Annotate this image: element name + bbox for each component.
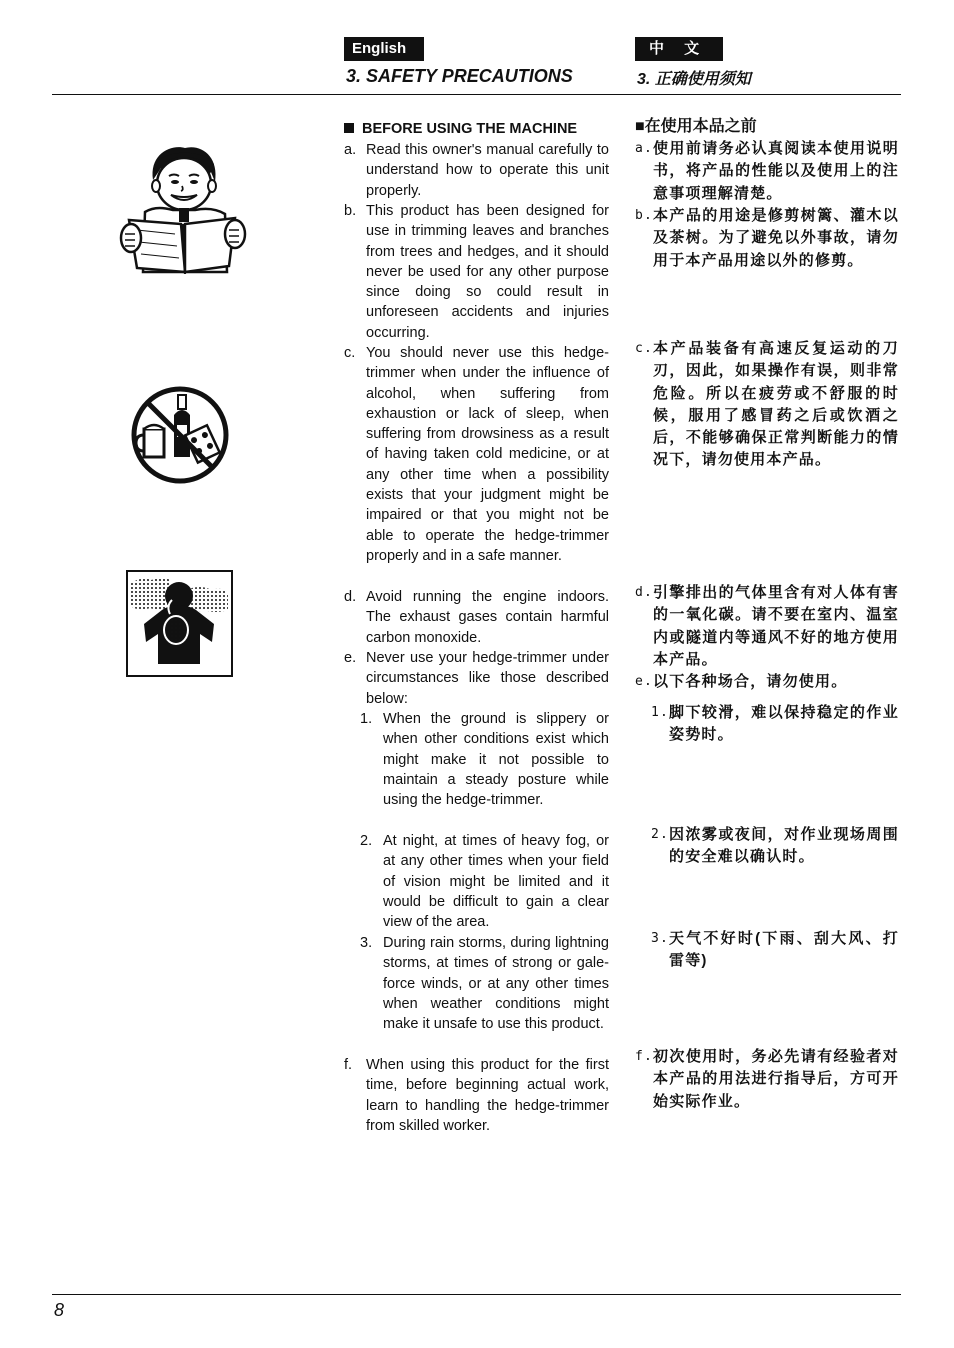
item-text: Avoid running the engine indoors. The exhaust gases contain harmful carbon monoxide. bbox=[366, 589, 609, 646]
sub-list-item bbox=[360, 831, 609, 932]
list-item bbox=[635, 1046, 899, 1113]
sub-item-label: 1. bbox=[360, 711, 373, 727]
list-item bbox=[344, 648, 609, 709]
sub-item-text: 天气不好时(下雨、刮大风、打雷等) bbox=[669, 930, 899, 970]
sub-list-item bbox=[651, 928, 899, 973]
list-item bbox=[344, 343, 609, 566]
item-label: e. bbox=[635, 674, 654, 689]
sub-item-text: When the ground is slippery or when other conditions exist which might make it not possible to maintain a steady posture while using the hedge-trimmer. bbox=[383, 711, 609, 809]
sub-list-item bbox=[651, 824, 899, 869]
section-title-zh: 3. 正确使用须知 bbox=[637, 71, 751, 88]
item-label: d. bbox=[344, 589, 357, 605]
list-item bbox=[635, 205, 899, 272]
sub-item-label: 1. bbox=[651, 705, 670, 720]
footer-rule bbox=[52, 1294, 901, 1295]
person-reading-manual-icon bbox=[115, 142, 250, 287]
item-label: f. bbox=[344, 1057, 353, 1073]
item-text: Never use your hedge-trimmer under circumstances like those described below: bbox=[366, 650, 609, 707]
item-text: This product has been designed for use in trimming leaves and branches from trees and hedges, and it should never be used for any other purpose since doing so could result in unforeseen accidents and injuries occurring. bbox=[366, 203, 609, 341]
section-title-en: 3. SAFETY PRECAUTIONS bbox=[346, 66, 573, 86]
item-text: When using this product for the first time, before beginning actual work, learn to handling the hedge-trimmer from skilled worker. bbox=[366, 1057, 609, 1134]
item-label: b. bbox=[344, 203, 357, 219]
item-label: e. bbox=[344, 650, 357, 666]
list-item bbox=[344, 140, 609, 201]
header-rule bbox=[52, 94, 901, 95]
english-column bbox=[344, 119, 609, 1134]
chinese-label: 中 文 bbox=[635, 37, 723, 61]
sub-list-item bbox=[360, 709, 609, 810]
item-text: 以下各种场合，请勿使用。 bbox=[653, 673, 848, 690]
sub-list-item bbox=[360, 933, 609, 1034]
item-text: 本产品的用途是修剪树篱、灌木以及茶树。为了避免以外事故，请勿用于本产品用途以外的修剪。 bbox=[653, 207, 899, 269]
item-label: c. bbox=[635, 341, 654, 356]
english-heading bbox=[344, 119, 609, 139]
item-text: You should never use this hedge-trimmer when under the influence of alcohol, when suffering from exhaustion or lack of sleep, when suffering from drowsiness as a result of having taken cold medicine, or at any other time when a possibility exists that your judgment might be impaired or that you might not be able to operate the hedge-trimmer properly and in a safe manner. bbox=[366, 345, 609, 564]
sub-item-label: 2. bbox=[360, 833, 373, 849]
list-item bbox=[635, 338, 899, 472]
sub-item-text: 因浓雾或夜间，对作业现场周围的安全难以确认时。 bbox=[669, 826, 899, 866]
list-item bbox=[635, 671, 899, 693]
item-text: 使用前请务必认真阅读本使用说明书，将产品的性能以及使用上的注意事项理解清楚。 bbox=[653, 140, 899, 202]
square-bullet-icon bbox=[344, 123, 354, 133]
sub-item-text: 脚下较滑，难以保持稳定的作业姿势时。 bbox=[669, 704, 899, 744]
sub-item-text: At night, at times of heavy fog, or at any other times when your field of vision might be limited and it would be difficult to gain a clear view of the area. bbox=[383, 833, 609, 931]
list-item bbox=[635, 582, 899, 671]
item-text: 本产品装备有高速反复运动的刀刃，因此，如果操作有误，则非常危险。所以在疲劳或不舒服的时候，服用了感冒药之后或饮酒之后，不能够确保正常判断能力的情况下，请勿使用本产品。 bbox=[653, 340, 899, 469]
item-label: a. bbox=[635, 141, 654, 156]
page-number: 8 bbox=[54, 1300, 65, 1320]
item-label: c. bbox=[344, 345, 356, 361]
list-item bbox=[344, 587, 609, 648]
list-item bbox=[635, 138, 899, 205]
sub-item-text: During rain storms, during lightning storms, at times of strong or gale-force winds, or at any other times when weather conditions might make it unsafe to use this product. bbox=[383, 935, 609, 1033]
sub-item-label: 3. bbox=[360, 935, 373, 951]
item-label: d. bbox=[635, 585, 654, 600]
item-text: Read this owner's manual carefully to understand how to operate this unit properly. bbox=[366, 142, 609, 199]
item-label: f. bbox=[635, 1049, 654, 1064]
item-label: b. bbox=[635, 208, 654, 223]
english-heading-text: BEFORE USING THE MACHINE bbox=[362, 121, 578, 137]
exhaust-gas-warning-icon bbox=[126, 570, 233, 682]
chinese-column bbox=[635, 116, 901, 1110]
sub-list-item bbox=[651, 702, 899, 747]
no-alcohol-medicine-icon bbox=[130, 385, 230, 490]
sub-item-label: 3. bbox=[651, 931, 670, 946]
english-label: English bbox=[344, 37, 424, 61]
list-item bbox=[344, 201, 609, 343]
item-text: 初次使用时，务必先请有经验者对本产品的用法进行指导后，方可开始实际作业。 bbox=[653, 1048, 899, 1110]
list-item bbox=[344, 1055, 609, 1136]
item-text: 引擎排出的气体里含有对人体有害的一氧化碳。请不要在室内、温室内或隧道内等通风不好的地方使用本产品。 bbox=[653, 584, 899, 668]
chinese-heading: ■在使用本品之前 bbox=[635, 118, 757, 135]
item-label: a. bbox=[344, 142, 357, 158]
sub-item-label: 2. bbox=[651, 827, 670, 842]
